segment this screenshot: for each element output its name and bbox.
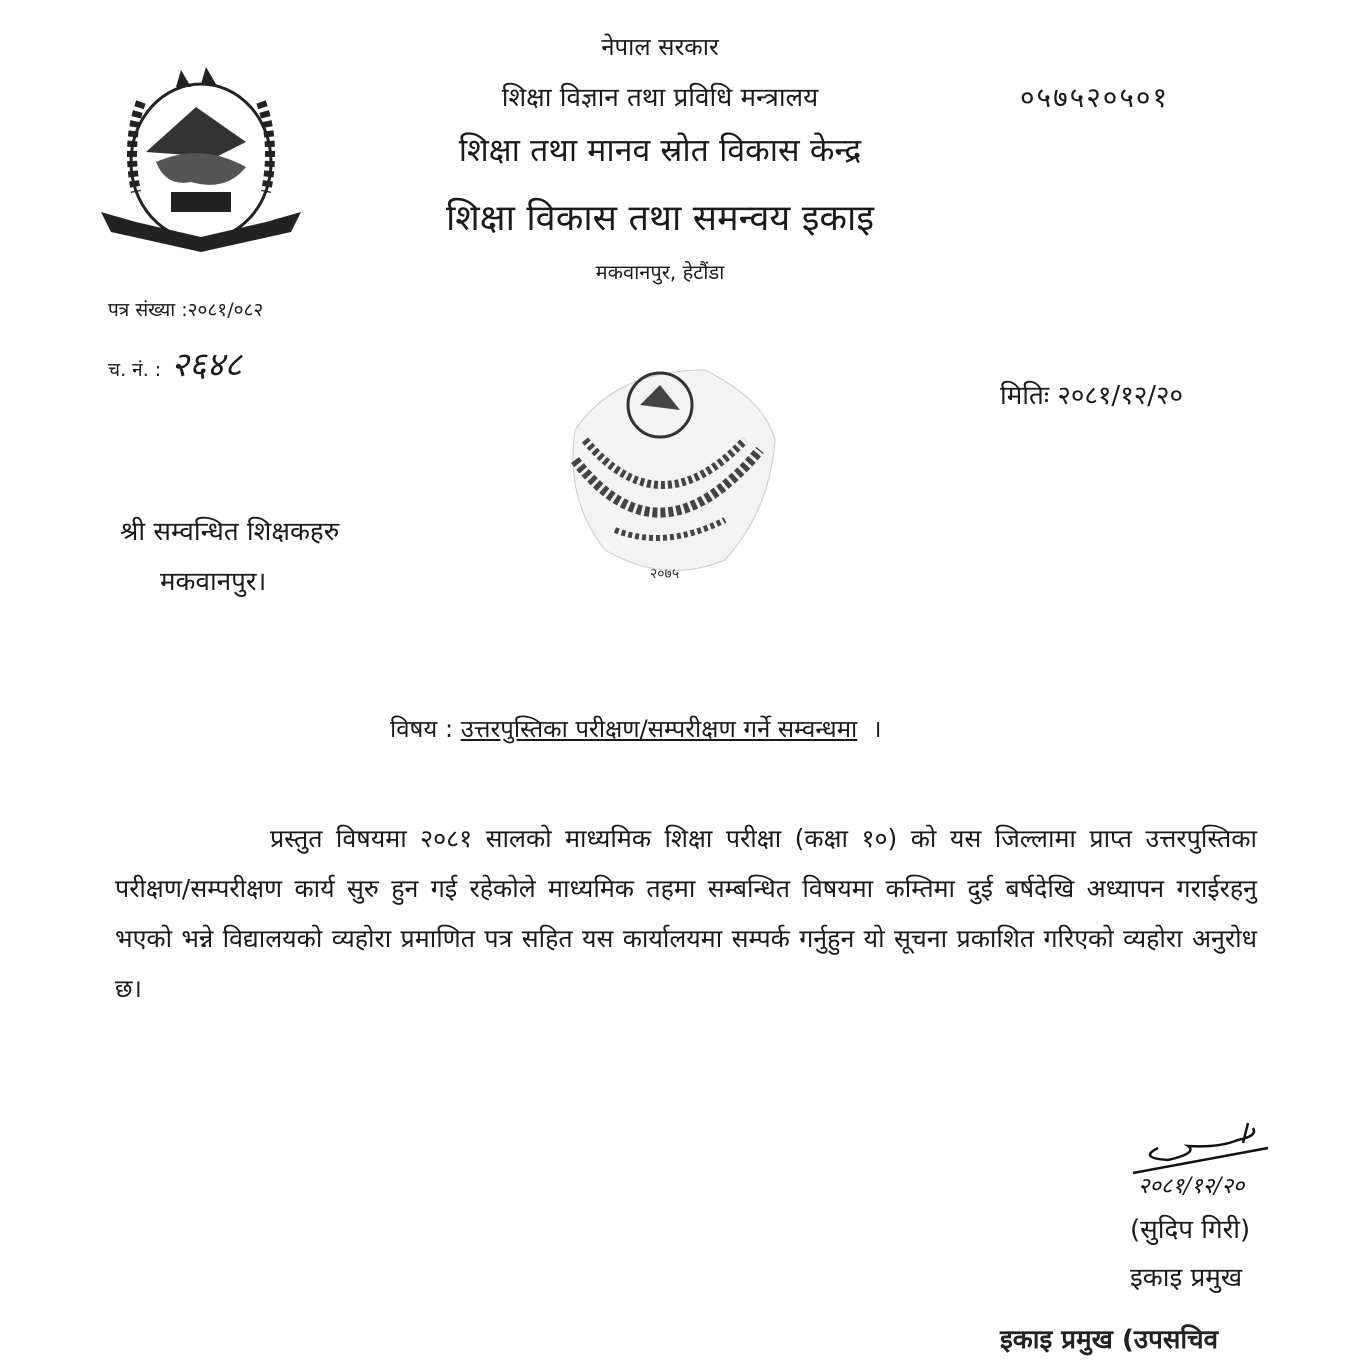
subject-end: ।: [872, 715, 882, 743]
recipient-district: मकवानपुर।: [160, 567, 267, 597]
letter-body-text: प्रस्तुत विषयमा २०८१ सालको माध्यमिक शिक्षा परीक्षा (कक्षा १०) को यस जिल्लामा प्राप्त उत्तरपुस्तिका परीक्षण/सम्परीक्षण कार्य सुरु हुन गई रहेकोले माध्यमिक तहमा सम्बन्धित विषयमा कम्तिमा दुई बर्षदेखि अध्यापन गराईरहनु भएको भन्ने विद्यालयको व्यहोरा प्रमाणित पत्र सहित यस कार्यालयमा सम्पर्क गर्नुहुन यो सूचना प्रकाशित गरिएको व्यहोरा अनुरोध छ।: [115, 824, 1257, 1003]
dispatch-number: [108, 340, 242, 386]
letter-body: [115, 814, 1257, 1014]
signatory-title: इकाइ प्रमुख: [1130, 1263, 1243, 1293]
dispatch-number-value: २६४८: [171, 345, 242, 385]
signature-date: २०८१/१२/२०: [1138, 1174, 1245, 1198]
office-seal-stamp: [555, 360, 785, 590]
letter-date: मितिः २०८१/१२/२०: [1000, 381, 1184, 411]
letterhead-address: मकवानपुर, हेटौंडा: [595, 260, 725, 284]
office-code: ०५७५२०५०१: [1020, 81, 1170, 114]
dispatch-number-label: च. नं. :: [108, 359, 162, 381]
recipient-line: श्री सम्वन्धित शिक्षकहरु: [120, 517, 340, 547]
signatory-name: (सुदिप गिरी): [1130, 1215, 1251, 1245]
letter-number: [108, 296, 263, 322]
letterhead-center: शिक्षा तथा मानव स्रोत विकास केन्द्र: [458, 131, 862, 169]
handwritten-signature: [1128, 1118, 1318, 1198]
letter-number-value: २०८१/०८२: [187, 299, 264, 321]
letterhead-ministry: शिक्षा विज्ञान तथा प्रविधि मन्त्रालय: [501, 83, 819, 113]
letter-number-label: पत्र संख्या :: [108, 299, 188, 321]
subject-text: उत्तरपुस्तिका परीक्षण/सम्परीक्षण गर्ने सम्वन्धमा: [460, 715, 858, 743]
svg-text:२०७५: २०७५: [650, 566, 680, 582]
letterhead-government: नेपाल सरकार: [601, 33, 719, 61]
designation-stamp: इकाइ प्रमुख (उपसचिव: [1000, 1325, 1219, 1355]
nepal-government-emblem: [96, 62, 306, 257]
letterhead-unit: शिक्षा विकास तथा समन्वय इकाइ: [445, 198, 875, 239]
subject-label: विषय :: [390, 715, 454, 743]
subject-line: [390, 712, 882, 745]
